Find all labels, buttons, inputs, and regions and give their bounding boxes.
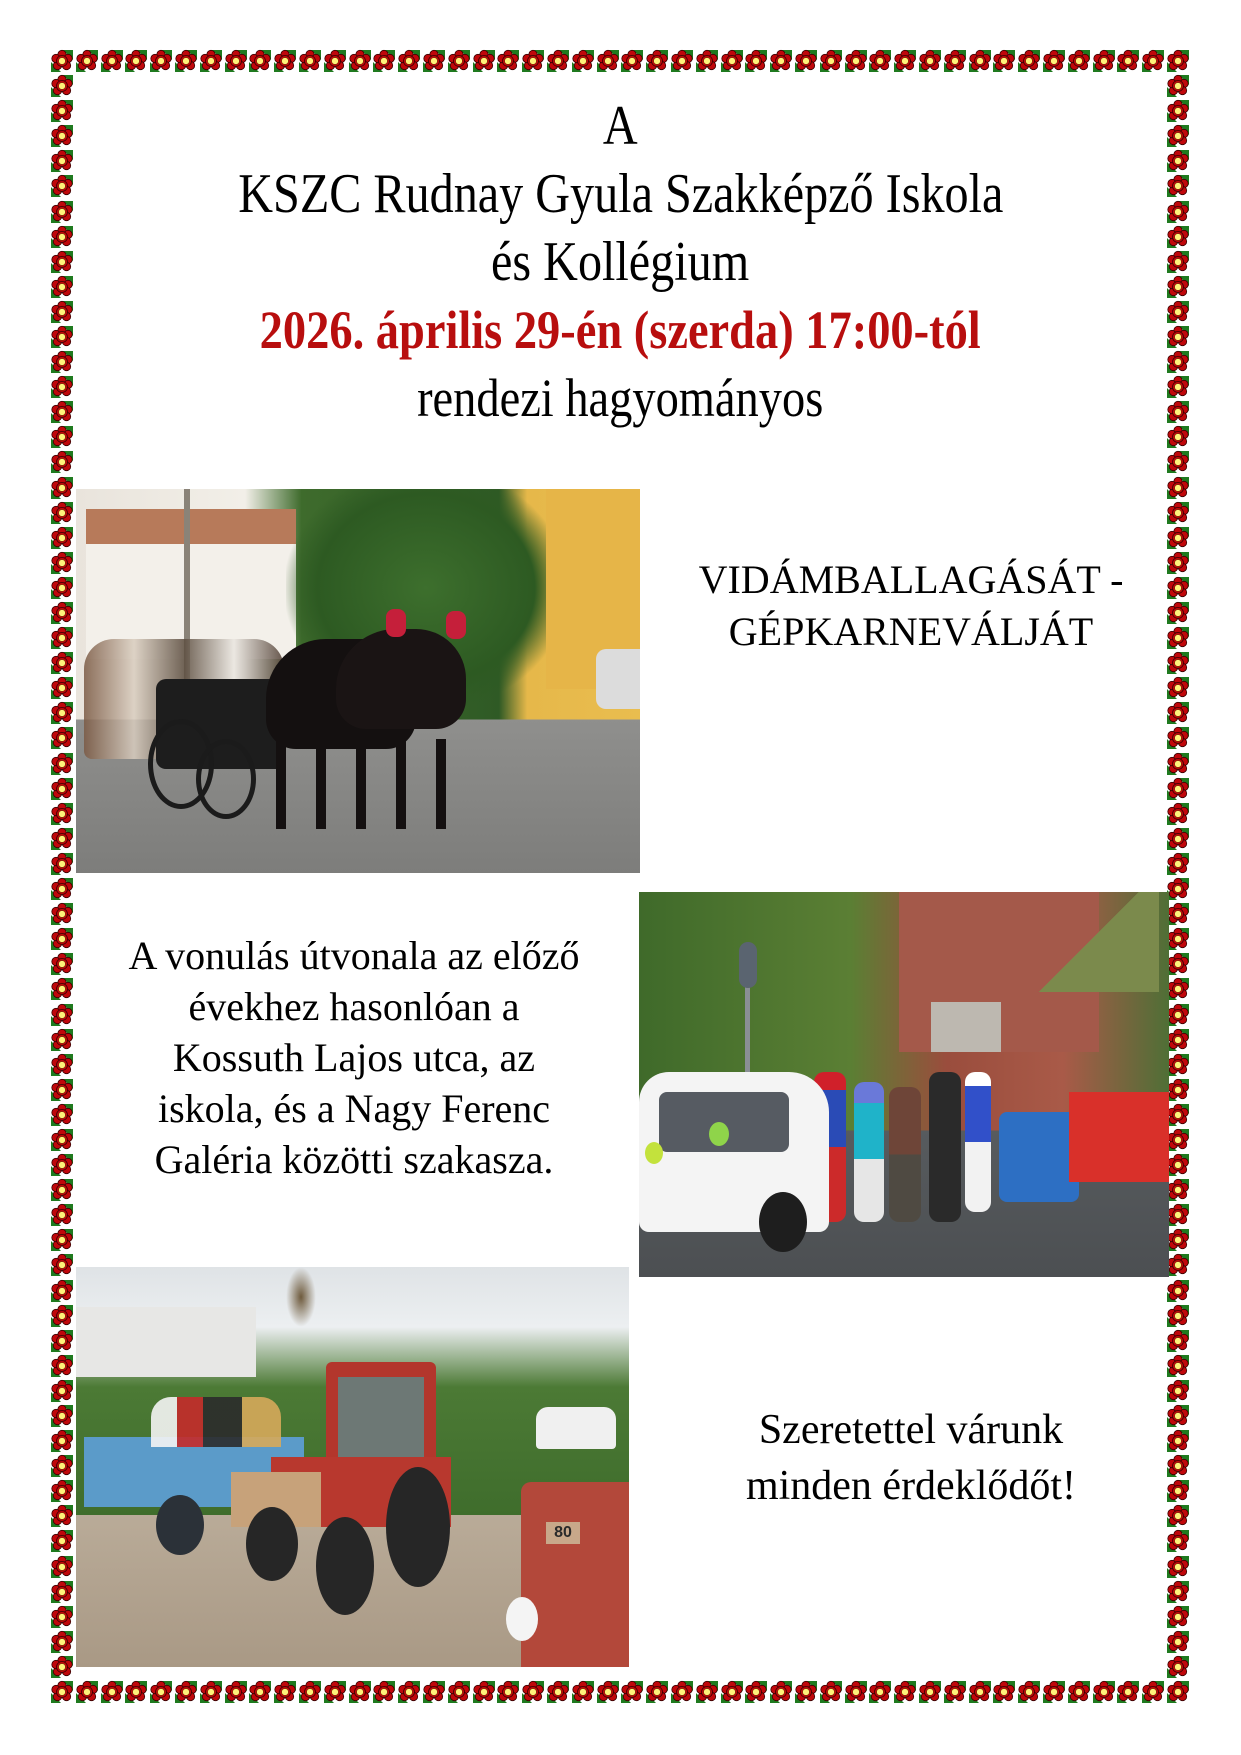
red-flower-icon xyxy=(50,501,74,525)
person xyxy=(929,1072,961,1222)
red-flower-icon xyxy=(50,1253,74,1277)
red-flower-icon xyxy=(323,1680,347,1704)
tractor-wheel xyxy=(246,1507,298,1581)
red-flower-icon xyxy=(1166,1354,1190,1378)
red-flower-icon xyxy=(1166,49,1190,73)
red-flower-icon xyxy=(868,1680,892,1704)
red-flower-icon xyxy=(248,1680,272,1704)
red-flower-icon xyxy=(1166,526,1190,550)
red-flower-icon xyxy=(1166,1128,1190,1152)
red-flower-icon xyxy=(50,1203,74,1227)
red-flower-icon xyxy=(571,1680,595,1704)
red-flower-icon xyxy=(224,49,248,73)
red-flower-icon xyxy=(596,49,620,73)
roof xyxy=(86,509,296,544)
red-flower-icon xyxy=(744,1680,768,1704)
red-flower-icon xyxy=(50,676,74,700)
red-flower-icon xyxy=(50,802,74,826)
red-flower-icon xyxy=(199,1680,223,1704)
red-flower-icon xyxy=(521,1680,545,1704)
red-flower-icon xyxy=(546,1680,570,1704)
road-sign xyxy=(739,942,757,988)
red-flower-icon xyxy=(397,1680,421,1704)
red-flower-icon xyxy=(1141,49,1165,73)
closing-line: Szeretettel várunk xyxy=(758,1407,1064,1453)
red-flower-icon xyxy=(50,576,74,600)
red-flower-icon xyxy=(50,726,74,750)
red-flower-icon xyxy=(868,49,892,73)
red-flower-icon xyxy=(1092,49,1116,73)
header-article: A xyxy=(603,95,638,157)
red-flower-icon xyxy=(819,49,843,73)
red-flower-icon xyxy=(968,1680,992,1704)
red-flower-icon xyxy=(50,902,74,926)
red-flower-icon xyxy=(50,852,74,876)
event-date-text: 2026. április 29-én (szerda) 17:00-tól xyxy=(259,300,982,360)
school-name xyxy=(60,164,1181,224)
balloon xyxy=(645,1142,663,1164)
red-flower-icon xyxy=(645,49,669,73)
red-flower-icon xyxy=(1166,1680,1190,1704)
red-flower-icon xyxy=(819,1680,843,1704)
red-flower-icon xyxy=(1166,1304,1190,1328)
school-name-text: KSZC Rudnay Gyula Szakképző Iskola xyxy=(237,163,1004,225)
red-flower-icon xyxy=(546,49,570,73)
horse-legs xyxy=(276,739,456,829)
red-flower-icon xyxy=(769,1680,793,1704)
red-flower-icon xyxy=(695,49,719,73)
red-flower-icon xyxy=(794,49,818,73)
route-line: évekhez hasonlóan a xyxy=(188,984,520,1029)
red-flower-icon xyxy=(50,1454,74,1478)
header-line-a xyxy=(60,96,1181,156)
red-flower-icon xyxy=(1166,752,1190,776)
red-flower-icon xyxy=(1166,1053,1190,1077)
red-flower-icon xyxy=(348,49,372,73)
red-flower-icon xyxy=(50,1329,74,1353)
red-flower-icon xyxy=(50,1529,74,1553)
horse-carriage-parade-photo xyxy=(76,489,640,873)
red-flower-icon xyxy=(1166,1178,1190,1202)
red-flower-icon xyxy=(1166,952,1190,976)
red-flower-icon xyxy=(447,49,471,73)
red-flower-icon xyxy=(50,1379,74,1403)
red-flower-icon xyxy=(50,1228,74,1252)
red-flower-icon xyxy=(968,49,992,73)
red-flower-icon xyxy=(1166,852,1190,876)
red-flower-icon xyxy=(620,1680,644,1704)
red-flower-icon xyxy=(1166,450,1190,474)
red-flower-icon xyxy=(323,49,347,73)
red-flower-icon xyxy=(50,601,74,625)
red-flower-icon xyxy=(224,1680,248,1704)
red-flower-icon xyxy=(571,49,595,73)
red-flower-icon xyxy=(1166,1529,1190,1553)
red-flower-icon xyxy=(50,1279,74,1303)
red-flower-icon xyxy=(670,1680,694,1704)
red-flower-icon xyxy=(918,1680,942,1704)
red-flower-icon xyxy=(397,49,421,73)
red-flower-icon xyxy=(1166,1279,1190,1303)
red-flower-icon xyxy=(1166,802,1190,826)
red-flower-icon xyxy=(769,49,793,73)
red-flower-icon xyxy=(893,49,917,73)
red-flower-icon xyxy=(50,551,74,575)
red-flower-icon xyxy=(1092,1680,1116,1704)
red-flower-icon xyxy=(1166,425,1190,449)
red-flower-icon xyxy=(298,49,322,73)
red-flower-icon xyxy=(298,1680,322,1704)
red-flower-icon xyxy=(100,1680,124,1704)
trailer-wheel xyxy=(156,1495,204,1555)
exhaust-smoke xyxy=(286,1267,316,1327)
red-flower-icon xyxy=(50,1580,74,1604)
route-line: iskola, és a Nagy Ferenc xyxy=(157,1086,551,1131)
blue-tractor xyxy=(999,1112,1079,1202)
red-flower-icon xyxy=(943,49,967,73)
red-flower-icon xyxy=(50,1354,74,1378)
tractor-model-badge: 80 xyxy=(546,1522,580,1544)
red-flower-icon xyxy=(447,1680,471,1704)
red-flower-icon xyxy=(794,1680,818,1704)
red-flower-icon xyxy=(1166,501,1190,525)
red-flower-icon xyxy=(1166,1655,1190,1679)
red-flower-icon xyxy=(273,49,297,73)
red-flower-icon xyxy=(50,425,74,449)
event-title xyxy=(640,554,1182,658)
red-flower-icon xyxy=(496,1680,520,1704)
red-flower-icon xyxy=(992,49,1016,73)
red-flower-icon xyxy=(50,450,74,474)
red-flower-icon xyxy=(645,1680,669,1704)
event-title-line: VIDÁMBALLAGÁSÁT - xyxy=(698,557,1124,602)
red-flower-icon xyxy=(1166,902,1190,926)
organizes-text: rendezi hagyományos xyxy=(417,368,824,428)
horse-ear-bonnet xyxy=(446,611,466,639)
red-flower-icon xyxy=(1166,777,1190,801)
red-flower-icon xyxy=(50,1680,74,1704)
red-flower-icon xyxy=(50,1404,74,1428)
event-date xyxy=(60,300,1181,360)
tractor-wheel xyxy=(386,1467,450,1587)
red-flower-icon xyxy=(50,827,74,851)
red-flower-icon xyxy=(670,49,694,73)
carriage-wheel xyxy=(196,739,256,819)
costumed-person xyxy=(965,1072,991,1212)
red-flower-icon xyxy=(1116,49,1140,73)
tractor-wheel xyxy=(316,1517,374,1615)
red-flower-icon xyxy=(50,1630,74,1654)
red-flower-icon xyxy=(1166,1078,1190,1102)
costumed-person xyxy=(854,1082,884,1222)
red-flower-icon xyxy=(50,1479,74,1503)
red-flower-icon xyxy=(720,49,744,73)
red-trailer xyxy=(1069,1092,1169,1182)
horse xyxy=(336,629,466,729)
red-flower-icon xyxy=(1166,1228,1190,1252)
red-flower-icon xyxy=(1017,49,1041,73)
red-flower-icon xyxy=(1166,1153,1190,1177)
red-flower-icon xyxy=(1017,1680,1041,1704)
red-flower-icon xyxy=(50,1304,74,1328)
red-flower-icon xyxy=(744,49,768,73)
red-flower-icon xyxy=(893,1680,917,1704)
red-flower-icon xyxy=(1042,1680,1066,1704)
red-flower-icon xyxy=(620,49,644,73)
red-flower-icon xyxy=(50,877,74,901)
red-flower-icon xyxy=(50,526,74,550)
red-flower-icon xyxy=(1166,1253,1190,1277)
white-car xyxy=(536,1407,616,1449)
red-flower-icon xyxy=(1166,1630,1190,1654)
red-flower-icon xyxy=(918,49,942,73)
parked-car xyxy=(596,649,640,709)
red-flower-icon xyxy=(50,74,74,98)
red-flower-icon xyxy=(1166,977,1190,1001)
red-flower-icon xyxy=(50,1504,74,1528)
red-flower-icon xyxy=(521,49,545,73)
red-tractor-carnival-photo xyxy=(76,1267,629,1667)
red-flower-icon xyxy=(1166,1580,1190,1604)
red-flower-icon xyxy=(50,1429,74,1453)
red-flower-icon xyxy=(248,49,272,73)
car-wheel xyxy=(759,1192,807,1252)
red-flower-icon xyxy=(50,626,74,650)
red-flower-icon xyxy=(50,1655,74,1679)
red-flower-icon xyxy=(50,777,74,801)
red-flower-icon xyxy=(149,1680,173,1704)
red-flower-icon xyxy=(50,752,74,776)
red-flower-icon xyxy=(348,1680,372,1704)
red-flower-icon xyxy=(422,49,446,73)
red-flower-icon xyxy=(1166,1329,1190,1353)
red-flower-icon xyxy=(124,49,148,73)
red-flower-icon xyxy=(199,49,223,73)
red-flower-icon xyxy=(50,1555,74,1579)
building xyxy=(76,1307,256,1377)
red-flower-icon xyxy=(844,49,868,73)
red-flower-icon xyxy=(372,1680,396,1704)
hillside xyxy=(1019,892,1159,992)
red-flower-icon xyxy=(50,701,74,725)
school-name-cont-text: és Kollégium xyxy=(491,231,750,293)
person xyxy=(889,1087,921,1222)
organizes-line xyxy=(60,368,1181,428)
red-flower-icon xyxy=(50,49,74,73)
red-flower-icon xyxy=(1116,1680,1140,1704)
school-name-cont xyxy=(60,232,1181,292)
red-flower-icon xyxy=(149,49,173,73)
red-flower-icon xyxy=(1141,1680,1165,1704)
red-flower-icon xyxy=(1166,927,1190,951)
smurf-costume-parade-photo xyxy=(639,892,1169,1277)
red-flower-icon xyxy=(1166,1003,1190,1027)
route-line: Galéria közötti szakasza. xyxy=(154,1137,554,1182)
old-red-tractor xyxy=(521,1482,629,1667)
red-flower-icon xyxy=(596,1680,620,1704)
red-flower-icon xyxy=(1166,701,1190,725)
red-flower-icon xyxy=(1166,877,1190,901)
closing-message xyxy=(640,1402,1182,1514)
red-flower-icon xyxy=(1166,1028,1190,1052)
red-flower-icon xyxy=(1067,1680,1091,1704)
red-flower-icon xyxy=(1166,1379,1190,1403)
route-line: A vonulás útvonala az előző xyxy=(128,933,580,978)
red-flower-icon xyxy=(50,476,74,500)
balloon xyxy=(709,1122,729,1146)
red-flower-icon xyxy=(844,1680,868,1704)
red-flower-icon xyxy=(943,1680,967,1704)
route-line: Kossuth Lajos utca, az xyxy=(172,1035,536,1080)
red-flower-icon xyxy=(472,1680,496,1704)
red-flower-icon xyxy=(720,1680,744,1704)
red-flower-icon xyxy=(695,1680,719,1704)
placard xyxy=(931,1002,1001,1052)
route-description xyxy=(70,930,638,1185)
red-flower-icon xyxy=(472,49,496,73)
red-flower-icon xyxy=(174,1680,198,1704)
red-flower-icon xyxy=(75,1680,99,1704)
red-flower-icon xyxy=(124,1680,148,1704)
balloon xyxy=(506,1597,538,1641)
red-flower-icon xyxy=(1166,74,1190,98)
red-flower-icon xyxy=(1166,726,1190,750)
red-flower-icon xyxy=(1166,1605,1190,1629)
red-flower-icon xyxy=(372,49,396,73)
red-flower-icon xyxy=(174,49,198,73)
red-flower-icon xyxy=(100,49,124,73)
red-flower-icon xyxy=(50,1605,74,1629)
red-flower-icon xyxy=(1166,1103,1190,1127)
red-flower-icon xyxy=(1166,1203,1190,1227)
event-title-line: GÉPKARNEVÁLJÁT xyxy=(728,609,1094,654)
red-flower-icon xyxy=(50,651,74,675)
horse-ear-bonnet xyxy=(386,609,406,637)
red-flower-icon xyxy=(273,1680,297,1704)
red-flower-icon xyxy=(1042,49,1066,73)
red-flower-icon xyxy=(75,49,99,73)
red-flower-icon xyxy=(496,49,520,73)
closing-line: minden érdeklődőt! xyxy=(745,1463,1077,1509)
red-flower-icon xyxy=(1166,1555,1190,1579)
red-flower-icon xyxy=(1067,49,1091,73)
cab-window xyxy=(338,1377,424,1457)
red-flower-icon xyxy=(1166,676,1190,700)
red-flower-icon xyxy=(1166,476,1190,500)
red-flower-icon xyxy=(422,1680,446,1704)
red-flower-icon xyxy=(992,1680,1016,1704)
students-on-trailer xyxy=(151,1397,281,1447)
red-flower-icon xyxy=(1166,827,1190,851)
